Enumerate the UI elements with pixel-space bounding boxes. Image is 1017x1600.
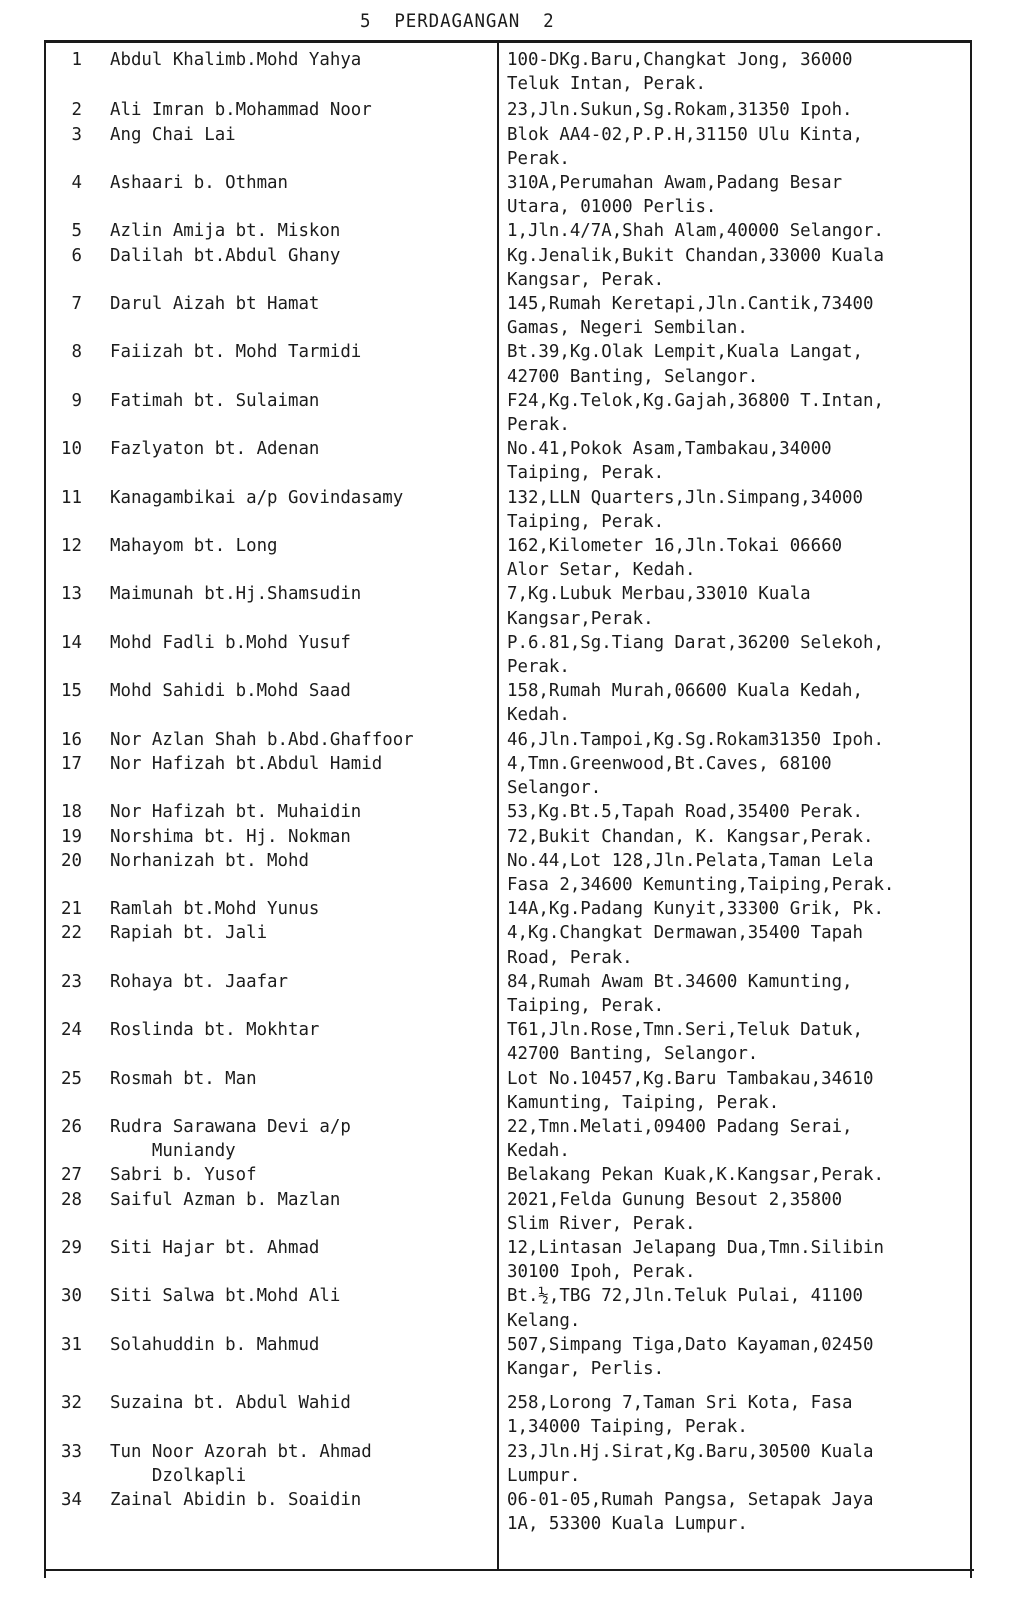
table-row [44,389,972,437]
student-address: 06-01-05,Rumah Pangsa, Setapak Jaya 1A, 53300 Kuala Lumpur. [507,1489,874,1535]
student-name: Rohaya bt. Jaafar [110,971,288,992]
student-name: Zainal Abidin b. Soaidin [110,1489,362,1510]
row-number: 16 [61,729,82,750]
student-name: Norshima bt. Hj. Nokman [110,826,351,847]
row-number: 19 [61,826,82,847]
student-address: Belakang Pekan Kuak,K.Kangsar,Perak. [507,1165,884,1186]
student-name: Maimunah bt.Hj.Shamsudin [110,584,362,605]
table-row [44,171,972,219]
row-number: 10 [61,439,82,460]
row-number: 7 [71,294,82,315]
student-address: 23,Jln.Hj.Sirat,Kg.Baru,30500 Kuala Lumpur. [507,1441,874,1486]
row-number: 33 [61,1441,82,1462]
student-name: Siti Hajar bt. Ahmad [110,1237,320,1258]
row-number: 26 [61,1116,82,1137]
table-row [44,1018,972,1066]
student-name: Mohd Fadli b.Mohd Yusuf [110,632,351,653]
row-number: 24 [61,1020,82,1041]
table-row [44,486,972,534]
student-address: 23,Jln.Sukun,Sg.Rokam,31350 Ipoh. [507,100,853,121]
student-name: Rosmah bt. Man [110,1068,257,1089]
student-address: 2021,Felda Gunung Besout 2,35800 Slim River, Perak. [507,1189,843,1234]
table-row [44,1067,972,1115]
student-address: 145,Rumah Keretapi,Jln.Cantik,73400 Gamas, Negeri Sembilan. [507,294,874,339]
student-name: Suzaina bt. Abdul Wahid [110,1393,351,1414]
row-number: 14 [61,632,82,653]
table-row [44,631,972,679]
student-name: Saiful Azman b. Mazlan [110,1189,341,1210]
row-number: 31 [61,1334,82,1355]
student-name: Sabri b. Yusof [110,1165,257,1186]
student-address: No.44,Lot 128,Jln.Pelata,Taman Lela Fasa 2,34600 Kemunting,Taiping,Perak. [507,850,895,895]
student-address: 507,Simpang Tiga,Dato Kayaman,02450 Kangar, Perlis. [507,1334,874,1379]
student-name: Roslinda bt. Mokhtar [110,1020,320,1041]
row-number: 5 [71,221,82,242]
student-name: Ramlah bt.Mohd Yunus [110,899,320,920]
student-name: Darul Aizah bt Hamat [110,294,320,315]
student-name: Nor Azlan Shah b.Abd.Ghaffoor [110,729,414,750]
student-address: Lot No.10457,Kg.Baru Tambakau,34610 Kamunting, Taiping, Perak. [507,1068,874,1113]
table-row [44,921,972,969]
student-address: 310A,Perumahan Awam,Padang Besar Utara, 01000 Perlis. [507,173,843,218]
student-name: Rudra Sarawana Devi a/p Muniandy [110,1116,351,1162]
table-row [44,98,972,122]
table-row [44,1391,972,1439]
row-number: 21 [61,899,82,920]
student-name: Mahayom bt. Long [110,536,278,557]
student-name: Norhanizah bt. Mohd [110,850,309,871]
row-number: 8 [71,342,82,363]
student-name: Rapiah bt. Jali [110,923,268,944]
student-address: F24,Kg.Telok,Kg.Gajah,36800 T.Intan, Perak. [507,390,884,436]
student-name: Ashaari b. Othman [110,173,288,194]
table-row [44,849,972,897]
table-row [44,582,972,630]
student-address: 4,Tmn.Greenwood,Bt.Caves, 68100 Selangor. [507,753,832,799]
student-address: 100-DKg.Baru,Changkat Jong, 36000 Teluk Intan, Perak. [507,50,853,95]
row-number: 6 [71,245,82,266]
row-number: 22 [61,923,82,944]
row-number: 1 [71,50,82,70]
student-name: Mohd Sahidi b.Mohd Saad [110,681,351,702]
row-number: 12 [61,536,82,557]
row-number: 18 [61,802,82,823]
table-row [44,340,972,388]
table-row [44,1284,972,1332]
student-address: Blok AA4-02,P.P.H,31150 Ulu Kinta, Perak. [507,124,863,169]
student-address: 7,Kg.Lubuk Merbau,33010 Kuala Kangsar,Perak. [507,584,811,629]
student-address: 258,Lorong 7,Taman Sri Kota, Fasa 1,34000 Taiping, Perak. [507,1393,853,1438]
table-row [44,800,972,824]
table-row [44,437,972,485]
student-name: Siti Salwa bt.Mohd Ali [110,1286,341,1307]
student-address: 1,Jln.4/7A,Shah Alam,40000 Selangor. [507,221,884,242]
student-address: 84,Rumah Awam Bt.34600 Kamunting, Taiping, Perak. [507,971,853,1016]
table-row [44,1188,972,1236]
row-number: 2 [71,100,82,121]
student-address: 14A,Kg.Padang Kunyit,33300 Grik, Pk. [507,899,884,920]
row-number: 29 [61,1237,82,1258]
row-number: 17 [61,753,82,774]
row-number: 30 [61,1286,82,1307]
student-name: Azlin Amija bt. Miskon [110,221,341,242]
student-address: 53,Kg.Bt.5,Tapah Road,35400 Perak. [507,802,863,823]
table-row [44,1163,972,1187]
row-number: 20 [61,850,82,871]
student-address: 4,Kg.Changkat Dermawan,35400 Tapah Road, Perak. [507,923,863,968]
row-number: 9 [71,390,82,411]
table-row [44,679,972,727]
row-number: 23 [61,971,82,992]
row-number: 27 [61,1165,82,1186]
table-row [44,752,972,800]
student-name: Ang Chai Lai [110,124,236,145]
student-address: 12,Lintasan Jelapang Dua,Tmn.Silibin 30100 Ipoh, Perak. [507,1237,884,1283]
table-row [44,1333,972,1381]
row-number: 25 [61,1068,82,1089]
student-address: P.6.81,Sg.Tiang Darat,36200 Selekoh, Perak. [507,632,884,678]
table-row [44,1115,972,1163]
student-name: Kanagambikai a/p Govindasamy [110,487,404,508]
student-address: No.41,Pokok Asam,Tambakau,34000 Taiping, Perak. [507,439,832,484]
table-bottom-rule [44,1569,974,1571]
table-row [44,1440,972,1488]
student-address: Kg.Jenalik,Bukit Chandan,33000 Kuala Kangsar, Perak. [507,245,884,290]
student-name: Nor Hafizah bt.Abdul Hamid [110,753,383,774]
row-number: 15 [61,681,82,702]
student-name: Solahuddin b. Mahmud [110,1334,320,1355]
table-row [44,970,972,1018]
table-row [44,825,972,849]
table-row [44,244,972,292]
student-address: 162,Kilometer 16,Jln.Tokai 06660 Alor Setar, Kedah. [507,536,843,581]
table-row [44,534,972,582]
student-table [44,48,972,1536]
table-row [44,123,972,171]
student-name: Abdul Khalimb.Mohd Yahya [110,50,362,70]
student-address: 46,Jln.Tampoi,Kg.Sg.Rokam31350 Ipoh. [507,729,884,750]
row-number: 28 [61,1189,82,1210]
table-row [44,1488,972,1536]
table-row [44,219,972,243]
student-address: Bt.39,Kg.Olak Lempit,Kuala Langat, 42700 Banting, Selangor. [507,342,863,387]
student-name: Dalilah bt.Abdul Ghany [110,245,341,266]
student-address: Bt.½,TBG 72,Jln.Teluk Pulai, 41100 Kelang. [507,1286,863,1331]
student-name: Tun Noor Azorah bt. Ahmad Dzolkapli [110,1441,372,1486]
student-name: Nor Hafizah bt. Muhaidin [110,802,362,823]
student-name: Faiizah bt. Mohd Tarmidi [110,342,362,363]
table-row [44,292,972,340]
page-title: 5 PERDAGANGAN 2 [360,10,555,32]
row-number: 34 [61,1489,82,1510]
student-address: 72,Bukit Chandan, K. Kangsar,Perak. [507,826,874,847]
student-name: Ali Imran b.Mohammad Noor [110,100,372,121]
student-address: 158,Rumah Murah,06600 Kuala Kedah, Kedah. [507,681,863,726]
student-name: Fazlyaton bt. Adenan [110,439,320,460]
table-row [44,728,972,752]
table-row [44,897,972,921]
table-row [44,48,972,96]
student-name: Fatimah bt. Sulaiman [110,390,320,411]
student-address: T61,Jln.Rose,Tmn.Seri,Teluk Datuk, 42700 Banting, Selangor. [507,1020,863,1065]
row-number: 32 [61,1393,82,1414]
row-number: 4 [71,173,82,194]
student-address: 22,Tmn.Melati,09400 Padang Serai, Kedah. [507,1116,853,1162]
table-row [44,1236,972,1284]
row-number: 11 [61,487,82,508]
student-address: 132,LLN Quarters,Jln.Simpang,34000 Taiping, Perak. [507,487,863,532]
row-number: 3 [71,124,82,145]
row-number: 13 [61,584,82,605]
